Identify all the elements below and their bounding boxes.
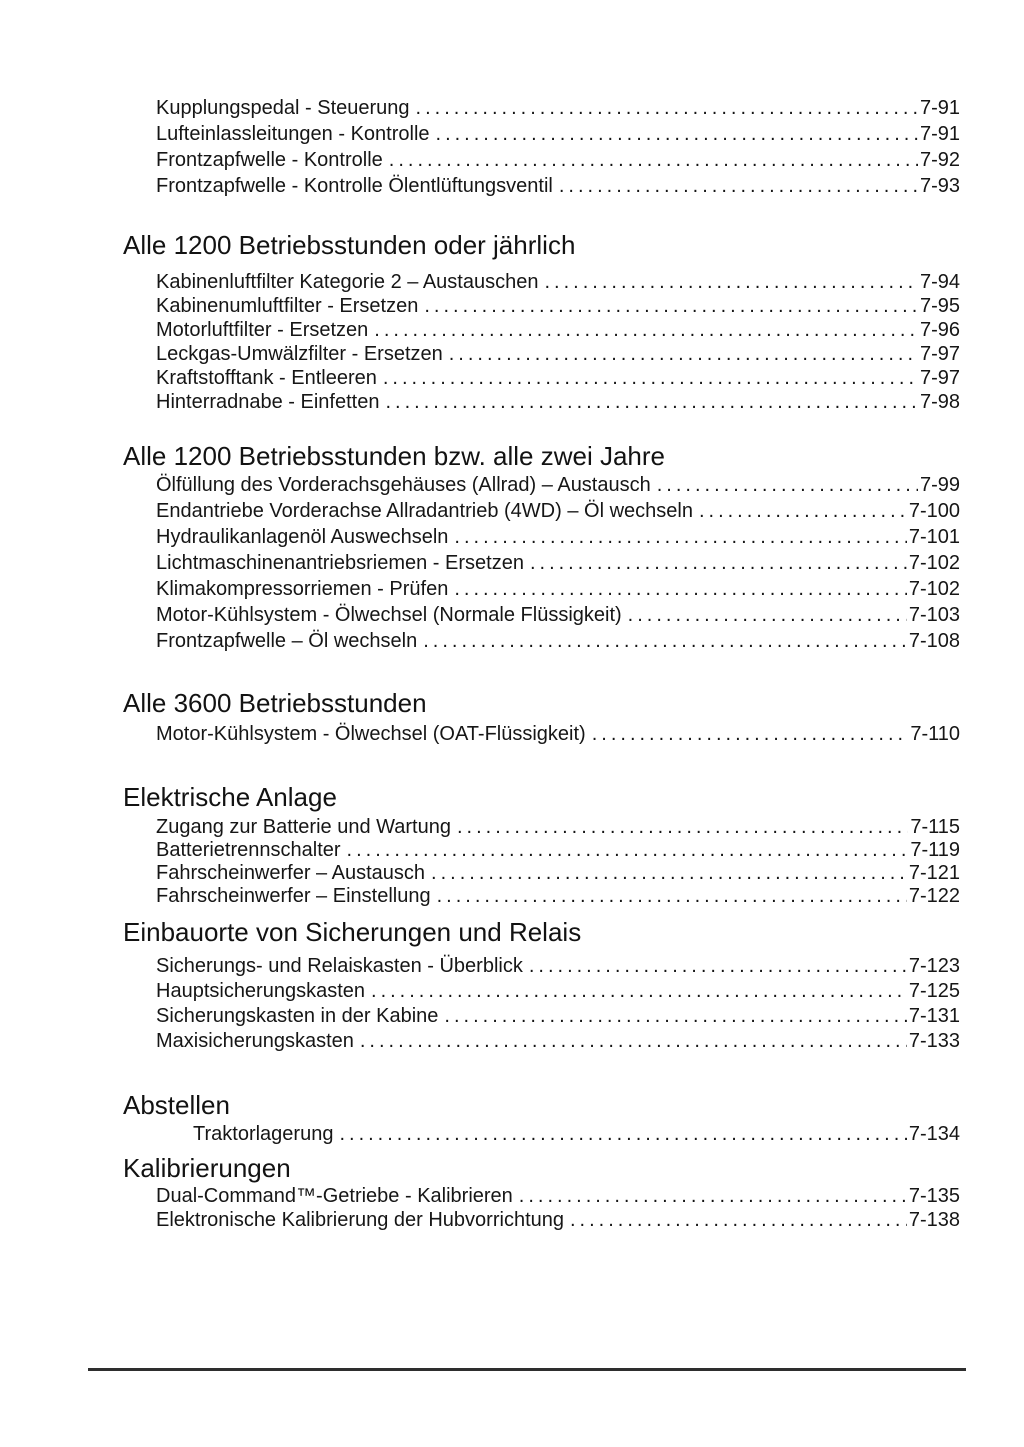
- toc-entry-page: 7-123: [908, 955, 960, 977]
- toc-entry-title: Ölfüllung des Vorderachsgehäuses (Allrad) – Austausch: [156, 474, 651, 496]
- toc-entry: [123, 954, 960, 979]
- toc-entry: [123, 885, 960, 908]
- toc-entry: [123, 524, 960, 550]
- toc-entry-title: Sicherungs- und Relaiskasten - Überblick: [156, 955, 523, 977]
- toc-entry-title: Hydraulikanlagenöl Auswechseln: [156, 526, 449, 548]
- dot-leader: [379, 390, 918, 414]
- dot-leader: [524, 550, 907, 576]
- toc-entry-title: Dual-Command™-Getriebe - Kalibrieren: [156, 1185, 513, 1207]
- toc-entry-page: 7-135: [908, 1185, 960, 1207]
- toc-entry-title: Kabinenluftfilter Kategorie 2 – Austauschen: [156, 271, 539, 293]
- section-heading: Elektrische Anlage: [123, 782, 337, 812]
- toc-entry-page: 7-97: [919, 367, 960, 389]
- dot-leader: [523, 954, 907, 979]
- toc-entry-title: Hinterradnabe - Einfetten: [156, 391, 380, 413]
- section-heading: Alle 3600 Betriebsstunden: [123, 688, 427, 718]
- dot-leader: [418, 294, 918, 318]
- dot-leader: [451, 816, 908, 839]
- toc-entry-title: Sicherungskasten in der Kabine: [156, 1005, 439, 1027]
- toc-entry: [123, 1121, 960, 1147]
- toc-entry: [123, 95, 960, 121]
- toc-entry: [123, 121, 960, 147]
- dot-leader: [383, 147, 918, 173]
- toc-entry: [123, 576, 960, 602]
- toc-entry-page: 7-93: [919, 175, 960, 197]
- toc-entry-title: Traktorlagerung: [193, 1123, 334, 1145]
- toc-entry: [123, 721, 960, 747]
- dot-leader: [538, 270, 917, 294]
- toc-entry: [123, 342, 960, 366]
- toc-entry: [123, 173, 960, 199]
- toc-entry-title: Frontzapfwelle - Kontrolle: [156, 149, 383, 171]
- toc-entry-page: 7-97: [919, 343, 960, 365]
- toc-entry-list: [123, 1184, 960, 1232]
- dot-leader: [693, 498, 907, 524]
- dot-leader: [417, 628, 907, 654]
- dot-leader: [443, 342, 918, 366]
- toc-entry-title: Hauptsicherungskasten: [156, 980, 366, 1002]
- toc-entry: [123, 979, 960, 1004]
- section-heading: Kalibrierungen: [123, 1153, 291, 1183]
- toc-section: [123, 916, 960, 1054]
- toc-section: [123, 95, 960, 199]
- toc-entry: [123, 550, 960, 576]
- toc-entry-page: 7-102: [908, 578, 960, 600]
- toc-entry-page: 7-138: [908, 1209, 960, 1231]
- section-heading: Alle 1200 Betriebsstunden bzw. alle zwei Jahre: [123, 441, 665, 471]
- toc-entry: [123, 1029, 960, 1054]
- dot-leader: [430, 121, 918, 147]
- toc-entry-list: [123, 270, 960, 414]
- dot-leader: [622, 602, 907, 628]
- toc-entry: [123, 862, 960, 885]
- toc-entry-title: Fahrscheinwerfer – Einstellung: [156, 885, 431, 907]
- toc-entry: [123, 472, 960, 498]
- toc-entry: [123, 366, 960, 390]
- dot-leader: [448, 576, 907, 602]
- toc-entry-title: Lichtmaschinenantriebsriemen - Ersetzen: [156, 552, 524, 574]
- toc-entry-list: [123, 95, 960, 199]
- toc-content: [123, 95, 960, 1232]
- toc-entry-title: Motorluftfilter - Ersetzen: [156, 319, 369, 341]
- toc-entry: [123, 1208, 960, 1232]
- toc-entry-page: 7-134: [908, 1123, 960, 1145]
- toc-entry-list: [123, 816, 960, 908]
- toc-entry-title: Maxisicherungskasten: [156, 1030, 354, 1052]
- toc-entry-list: [123, 1121, 960, 1147]
- dot-leader: [448, 524, 906, 550]
- toc-entry-page: 7-91: [919, 123, 960, 145]
- toc-entry-title: Kupplungspedal - Steuerung: [156, 97, 410, 119]
- toc-entry: [123, 839, 960, 862]
- toc-section: [123, 229, 960, 414]
- dot-leader: [564, 1208, 907, 1232]
- dot-leader: [651, 472, 918, 498]
- toc-entry: [123, 498, 960, 524]
- toc-entry: [123, 816, 960, 839]
- toc-entry: [123, 628, 960, 654]
- dot-leader: [341, 839, 909, 862]
- toc-entry-title: Frontzapfwelle – Öl wechseln: [156, 630, 418, 652]
- toc-entry-title: Motor-Kühlsystem - Ölwechsel (OAT-Flüssigkeit): [156, 723, 586, 745]
- toc-entry: [123, 1004, 960, 1029]
- dot-leader: [410, 95, 918, 121]
- toc-entry: [123, 1184, 960, 1208]
- dot-leader: [333, 1121, 906, 1147]
- toc-entry-page: 7-102: [908, 552, 960, 574]
- dot-leader: [377, 366, 918, 390]
- toc-entry-title: Lufteinlassleitungen - Kontrolle: [156, 123, 430, 145]
- toc-entry-page: 7-110: [910, 723, 960, 745]
- toc-section: [123, 1089, 960, 1147]
- toc-entry-page: 7-99: [919, 474, 960, 496]
- toc-entry-page: 7-92: [919, 149, 960, 171]
- toc-entry-title: Batterietrennschalter: [156, 839, 341, 861]
- dot-leader: [586, 721, 909, 747]
- footer-rule: [88, 1368, 966, 1371]
- toc-entry-title: Kraftstofftank - Entleeren: [156, 367, 377, 389]
- toc-entry-title: Fahrscheinwerfer – Austausch: [156, 862, 426, 884]
- toc-entry-page: 7-100: [908, 500, 960, 522]
- toc-entry-list: [123, 954, 960, 1054]
- toc-entry-title: Endantriebe Vorderachse Allradantrieb (4WD) – Öl wechseln: [156, 500, 693, 522]
- dot-leader: [438, 1004, 906, 1029]
- dot-leader: [431, 885, 907, 908]
- toc-entry: [123, 318, 960, 342]
- toc-entry-title: Motor-Kühlsystem - Ölwechsel (Normale Flüssigkeit): [156, 604, 622, 626]
- toc-entry-page: 7-101: [908, 526, 960, 548]
- toc-entry: [123, 270, 960, 294]
- toc-entry-title: Klimakompressorriemen - Prüfen: [156, 578, 449, 600]
- toc-entry-page: 7-121: [908, 862, 960, 884]
- toc-entry-page: 7-103: [908, 604, 960, 626]
- toc-entry: [123, 147, 960, 173]
- toc-entry: [123, 294, 960, 318]
- toc-section: [123, 781, 960, 908]
- toc-entry: [123, 602, 960, 628]
- toc-entry-page: 7-98: [919, 391, 960, 413]
- toc-entry-page: 7-133: [908, 1030, 960, 1052]
- toc-entry-page: 7-122: [908, 885, 960, 907]
- toc-entry-title: Frontzapfwelle - Kontrolle Ölentlüftungsventil: [156, 175, 553, 197]
- toc-section: [123, 687, 960, 747]
- toc-entry-page: 7-96: [919, 319, 960, 341]
- toc-section: [123, 440, 960, 654]
- toc-entry: [123, 390, 960, 414]
- toc-entry-title: Elektronische Kalibrierung der Hubvorrichtung: [156, 1209, 564, 1231]
- toc-entry-page: 7-131: [908, 1005, 960, 1027]
- section-heading: Alle 1200 Betriebsstunden oder jährlich: [123, 230, 576, 260]
- dot-leader: [368, 318, 918, 342]
- toc-section: [123, 1152, 960, 1232]
- toc-entry-page: 7-119: [910, 839, 960, 861]
- toc-entry-title: Kabinenumluftfilter - Ersetzen: [156, 295, 419, 317]
- section-heading: Einbauorte von Sicherungen und Relais: [123, 917, 582, 947]
- dot-leader: [365, 979, 907, 1004]
- toc-entry-page: 7-94: [919, 271, 960, 293]
- toc-entry-page: 7-115: [910, 816, 960, 838]
- toc-entry-title: Leckgas-Umwälzfilter - Ersetzen: [156, 343, 443, 365]
- toc-entry-page: 7-125: [908, 980, 960, 1002]
- toc-entry-page: 7-108: [908, 630, 960, 652]
- toc-entry-page: 7-91: [919, 97, 960, 119]
- dot-leader: [354, 1029, 907, 1054]
- toc-entry-page: 7-95: [919, 295, 960, 317]
- dot-leader: [553, 173, 918, 199]
- dot-leader: [425, 862, 907, 885]
- dot-leader: [513, 1184, 907, 1208]
- toc-entry-list: [123, 721, 960, 747]
- section-heading: Abstellen: [123, 1090, 230, 1120]
- toc-entry-list: [123, 472, 960, 654]
- toc-entry-title: Zugang zur Batterie und Wartung: [156, 816, 451, 838]
